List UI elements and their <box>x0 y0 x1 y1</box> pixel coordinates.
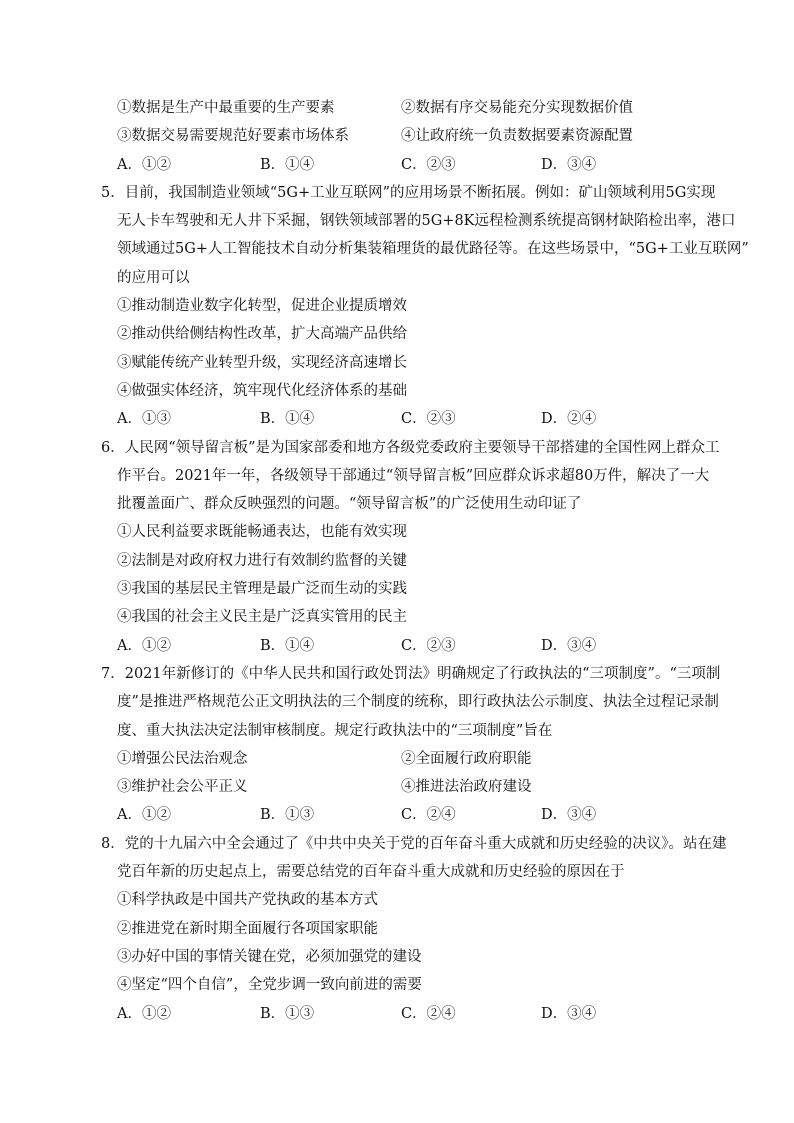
question-stem-line: 批覆盖面广、群众反映强烈的问题。“领导留言板”的广泛使用生动印证了 <box>117 496 582 513</box>
option-4: ④推进法治政府建设 <box>401 779 532 796</box>
answer-d: D．③④ <box>541 807 597 824</box>
answer-a: A．①② <box>117 637 171 654</box>
answer-c: C．②④ <box>401 807 456 824</box>
question-8 <box>0 830 794 1028</box>
question-stem-line: 领域通过5G+人工智能技术自动分析集装箱理货的最优路径等。在这些场景中，“5G+工业互联网” <box>117 241 749 258</box>
option-3: ③办好中国的事情关键在党，必须加强党的建设 <box>117 948 422 965</box>
option-2: ②法制是对政府权力进行有效制约监督的关键 <box>117 552 407 569</box>
option-3: ③我国的基层民主管理是最广泛而生动的实践 <box>117 581 407 598</box>
answer-b: B．①③ <box>260 1005 315 1022</box>
answer-d: D．③④ <box>541 637 597 654</box>
answer-c: C．②④ <box>401 1005 456 1022</box>
option-1: ①推动制造业数字化转型，促进企业提质增效 <box>117 298 407 315</box>
page-content <box>0 94 794 1028</box>
option-1: ①人民利益要求既能畅通表达，也能有效实现 <box>117 524 407 541</box>
option-2: ②推进党在新时期全面履行各项国家职能 <box>117 920 378 937</box>
answer-b: B．①④ <box>260 411 315 428</box>
answer-d: D．②④ <box>541 411 597 428</box>
answer-b: B．①④ <box>260 637 315 654</box>
answer-d: D．③④ <box>541 156 597 173</box>
question-stem-line: 7．2021年新修订的《中华人民共和国行政处罚法》明确规定了行政执法的“三项制度”。“三项制 <box>101 665 721 682</box>
question-stem-line: 度、重大执法决定法制审核制度。规定行政执法中的“三项制度”旨在 <box>117 722 553 739</box>
option-4: ④让政府统一负责数据要素资源配置 <box>401 128 633 145</box>
question-stem-line: 无人卡车驾驶和无人井下采掘，钢铁领域部署的5G+8K远程检测系统提高钢材缺陷检出率，港口 <box>117 213 736 230</box>
answer-a: A．①② <box>117 1005 171 1022</box>
question-stem-line: 的应用可以 <box>117 269 190 286</box>
question-5 <box>0 179 794 434</box>
answer-a: A．①② <box>117 807 171 824</box>
answer-c: C．②③ <box>401 156 456 173</box>
question-6 <box>0 434 794 660</box>
option-3: ③数据交易需要规范好要素市场体系 <box>117 128 349 145</box>
option-row <box>0 773 794 801</box>
option-4: ④我国的社会主义民主是广泛真实管用的民主 <box>117 609 407 626</box>
answer-row <box>0 801 794 829</box>
option-4: ④做强实体经济，筑牢现代化经济体系的基础 <box>117 382 407 399</box>
option-2: ②全面履行政府职能 <box>401 750 532 767</box>
answer-row <box>0 1000 794 1028</box>
option-4: ④坚定“四个自信”，全党步调一致向前进的需要 <box>117 977 422 994</box>
answer-a: A．①② <box>117 156 171 173</box>
option-2: ②数据有序交易能充分实现数据价值 <box>401 100 633 116</box>
option-row <box>0 745 794 773</box>
question-stem-line: 党百年新的历史起点上，需要总结党的百年奋斗重大成就和历史经验的原因在于 <box>117 864 625 881</box>
question-stem-line: 度”是推进严格规范公正文明执法的三个制度的统称，即行政执法公示制度、执法全过程记录制 <box>117 694 719 711</box>
answer-row <box>0 632 794 660</box>
answer-d: D．③④ <box>541 1005 597 1022</box>
answer-a: A．①③ <box>117 411 171 428</box>
answer-c: C．②③ <box>401 411 456 428</box>
option-1: ①数据是生产中最重要的生产要素 <box>117 100 335 116</box>
answer-b: B．①④ <box>260 156 315 173</box>
option-3: ③维护社会公平正义 <box>117 779 248 796</box>
option-1: ①科学执政是中国共产党执政的基本方式 <box>117 892 378 909</box>
answer-row <box>0 405 794 433</box>
option-row <box>0 94 794 122</box>
answer-row <box>0 151 794 179</box>
option-1: ①增强公民法治观念 <box>117 750 248 767</box>
question-stem-line: 作平台。2021年一年，各级领导干部通过“领导留言板”回应群众诉求超80万件，解决了一大 <box>117 467 710 484</box>
question-stem-line: 5．目前，我国制造业领域“5G+工业互联网”的应用场景不断拓展。例如：矿山领域利用5G实现 <box>101 184 716 201</box>
option-row <box>0 122 794 150</box>
question-7 <box>0 660 794 830</box>
option-3: ③赋能传统产业转型升级，实现经济高速增长 <box>117 354 407 371</box>
question-stem-line: 8．党的十九届六中全会通过了《中共中央关于党的百年奋斗重大成就和历史经验的决议》。站在建 <box>101 835 727 852</box>
question-stem-line: 6．人民网“领导留言板”是为国家部委和地方各级党委政府主要领导干部搭建的全国性网上群众工 <box>101 439 720 456</box>
answer-b: B．①③ <box>260 807 315 824</box>
answer-c: C．②③ <box>401 637 456 654</box>
option-2: ②推动供给侧结构性改革，扩大高端产品供给 <box>117 326 407 343</box>
question-4-tail <box>0 94 794 179</box>
